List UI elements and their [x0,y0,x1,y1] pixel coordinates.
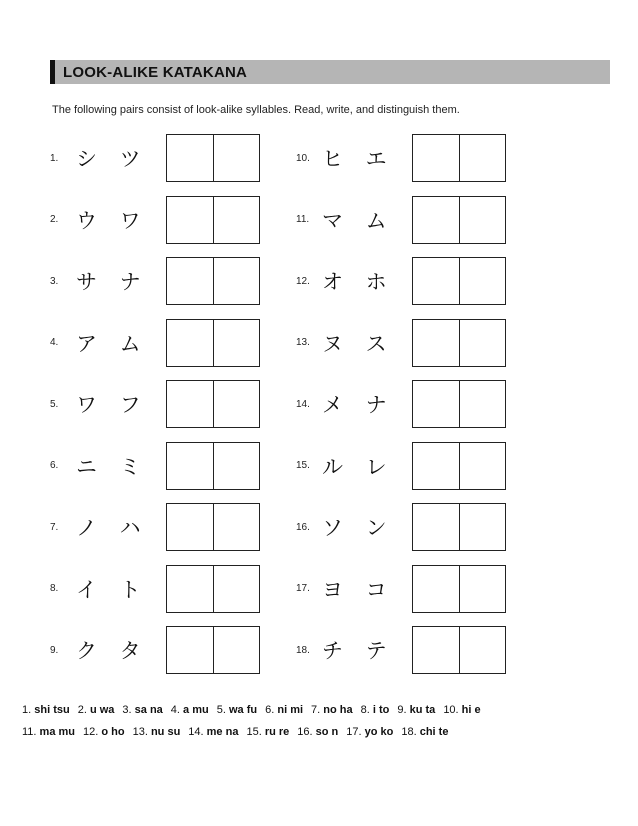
item-number: 5. [50,398,59,410]
item-number: 17. [296,583,310,594]
answer-romaji: so n [315,726,339,738]
writing-box[interactable] [459,627,506,673]
answer-number: 3. [122,704,132,716]
answer-number: 7. [311,704,321,716]
exercise-item [50,197,260,243]
instructions-text: The following pairs consist of look-alike syllables. Read, write, and distinguish them. [52,104,460,116]
answer-romaji: chi te [419,726,449,738]
answer-item [246,726,289,738]
exercise-item [296,381,506,427]
writing-boxes [412,257,506,305]
writing-boxes [412,442,506,490]
katakana-pair: ウ ワ [76,208,149,233]
exercise-item [296,566,506,612]
exercise-item [50,381,260,427]
item-number: 1. [50,152,59,164]
exercise-item [296,627,506,673]
writing-boxes [412,134,506,182]
writing-box[interactable] [459,381,506,427]
katakana-pair: ル レ [322,454,395,479]
answer-romaji: a mu [183,704,209,716]
writing-box[interactable] [213,381,260,427]
answer-romaji: ru re [264,726,290,738]
writing-box[interactable] [213,135,260,181]
exercise-item [50,627,260,673]
writing-box[interactable] [413,504,459,550]
writing-box[interactable] [213,320,260,366]
writing-box[interactable] [413,197,459,243]
answer-romaji: sa na [134,704,163,716]
exercise-item [50,504,260,550]
writing-box[interactable] [167,627,213,673]
writing-box[interactable] [413,443,459,489]
writing-box[interactable] [213,258,260,304]
item-number: 9. [50,644,59,656]
writing-box[interactable] [459,443,506,489]
writing-box[interactable] [167,320,213,366]
answer-item [443,704,480,716]
exercise-item [296,197,506,243]
answer-number: 10. [443,704,459,716]
answer-romaji: me na [206,726,239,738]
katakana-pair: ニ ミ [76,454,149,479]
writing-box[interactable] [213,443,260,489]
writing-box[interactable] [167,197,213,243]
katakana-pair: シ ツ [76,147,149,171]
exercise-item [50,443,260,489]
writing-box[interactable] [167,504,213,550]
answer-item [397,704,435,716]
answer-number: 5. [216,704,226,716]
answer-romaji: nu su [150,726,181,738]
katakana-pair: サ ナ [76,270,149,294]
answer-number: 16. [297,726,313,738]
exercise-item [50,258,260,304]
katakana-pair: ヨ コ [322,577,395,602]
katakana-pair: ヌ ス [322,331,395,356]
writing-box[interactable] [213,566,260,612]
item-number: 14. [296,398,310,410]
answer-item [217,704,257,716]
exercise-item [50,566,260,612]
answer-romaji: ni mi [277,704,304,716]
writing-boxes [412,626,506,674]
answer-item [297,726,338,738]
katakana-pair: ワ フ [76,393,149,417]
writing-box[interactable] [167,566,213,612]
katakana-pair: ソ ン [322,516,395,540]
katakana-pair: オ ホ [322,270,395,294]
writing-box[interactable] [459,197,506,243]
item-number: 2. [50,214,59,225]
exercise-item [50,320,260,366]
answer-number: 4. [170,704,180,716]
writing-box[interactable] [459,566,506,612]
answer-romaji: shi tsu [34,704,70,716]
answer-item [188,726,238,738]
answer-item [22,726,75,738]
writing-box[interactable] [167,381,213,427]
writing-box[interactable] [213,627,260,673]
writing-box[interactable] [459,135,506,181]
writing-box[interactable] [167,443,213,489]
writing-boxes [412,196,506,244]
answer-romaji: wa fu [228,704,258,716]
header-accent-bar [50,60,55,84]
answer-item [346,726,393,738]
answer-number: 13. [132,726,148,738]
katakana-pair: チ テ [322,639,395,663]
writing-box[interactable] [413,381,459,427]
katakana-pair: ク タ [76,639,149,663]
writing-boxes [412,503,506,551]
writing-box[interactable] [213,504,260,550]
answer-item [83,726,125,738]
answer-number: 15. [246,726,262,738]
writing-boxes [166,196,260,244]
katakana-pair: イ ト [76,577,149,602]
item-number: 10. [296,152,310,164]
answer-item [171,704,209,716]
writing-box[interactable] [167,135,213,181]
answer-item [22,704,70,716]
section-header [50,60,610,84]
item-number: 4. [50,337,59,348]
answer-romaji: ma mu [39,726,76,738]
katakana-pair: メ ナ [322,393,395,417]
answer-romaji: no ha [323,704,353,716]
writing-boxes [166,565,260,613]
writing-boxes [412,319,506,367]
answer-number: 17. [346,726,362,738]
writing-box[interactable] [413,320,459,366]
item-number: 3. [50,275,59,287]
writing-box[interactable] [413,566,459,612]
answer-number: 14. [188,726,204,738]
answer-number: 6. [265,704,275,716]
answer-item [78,704,115,716]
answer-item [265,704,303,716]
item-number: 13. [296,337,310,348]
answer-key-line-2 [22,726,456,738]
writing-boxes [412,380,506,428]
writing-boxes [412,565,506,613]
answer-romaji: u wa [89,704,115,716]
answer-item [401,726,448,738]
answer-romaji: yo ko [364,726,394,738]
answer-number: 11. [22,726,37,738]
writing-boxes [166,319,260,367]
item-number: 15. [296,460,310,471]
writing-boxes [166,626,260,674]
writing-box[interactable] [413,135,459,181]
exercise-item [50,135,260,181]
item-number: 18. [296,644,310,656]
writing-boxes [166,134,260,182]
answer-romaji: ku ta [409,704,436,716]
item-number: 12. [296,275,310,287]
answer-item [311,704,353,716]
writing-boxes [166,503,260,551]
answer-item [122,704,162,716]
item-number: 8. [50,583,59,594]
answer-romaji: o ho [101,726,125,738]
exercise-item [296,258,506,304]
writing-boxes [166,257,260,305]
page-title: LOOK-ALIKE KATAKANA [63,63,248,81]
writing-boxes [166,380,260,428]
answer-number: 2. [77,704,87,716]
writing-box[interactable] [413,258,459,304]
answer-romaji: hi e [461,704,481,716]
answer-number: 9. [397,704,407,716]
writing-box[interactable] [459,258,506,304]
answer-item [133,726,181,738]
answer-romaji: i to [372,704,390,716]
writing-box[interactable] [213,197,260,243]
katakana-pair: マ ム [322,208,395,233]
exercise-item [296,504,506,550]
answer-key-line-1 [22,704,489,716]
item-number: 11. [296,214,310,225]
item-number: 16. [296,521,310,533]
exercise-item [296,443,506,489]
answer-number: 8. [360,704,370,716]
item-number: 7. [50,521,59,533]
writing-box[interactable] [413,627,459,673]
exercise-item [296,320,506,366]
writing-box[interactable] [167,258,213,304]
exercise-item [296,135,506,181]
item-number: 6. [50,460,59,471]
answer-number: 1. [22,704,32,716]
writing-boxes [166,442,260,490]
writing-box[interactable] [459,504,506,550]
answer-number: 12. [83,726,99,738]
katakana-pair: ア ム [76,331,149,356]
katakana-pair: ノ ハ [76,516,149,540]
katakana-pair: ヒ エ [322,147,395,171]
answer-item [361,704,390,716]
answer-number: 18. [401,726,417,738]
writing-box[interactable] [459,320,506,366]
